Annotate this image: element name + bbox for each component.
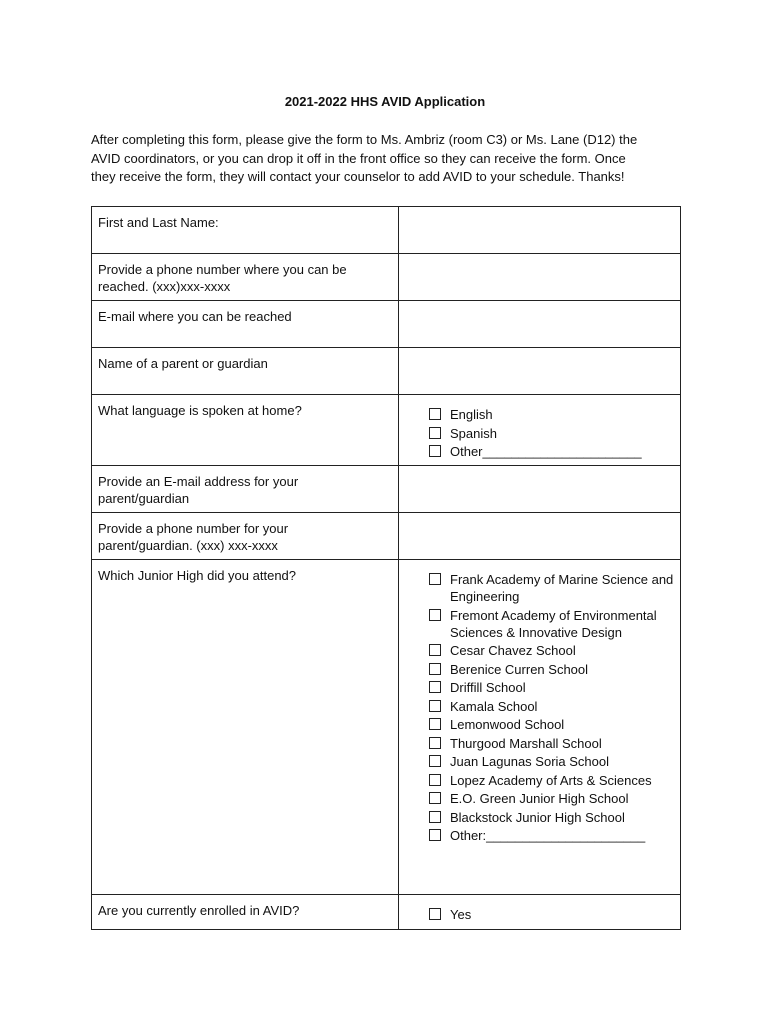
checkbox[interactable] bbox=[429, 573, 441, 585]
option-label: Yes bbox=[450, 907, 472, 922]
intro-line: they receive the form, they will contact your counselor to add AVID to your schedule. Thanks! bbox=[91, 169, 625, 184]
junior-high-option[interactable] bbox=[429, 716, 680, 733]
intro-line: After completing this form, please give the form to Ms. Ambriz (room C3) or Ms. Lane (D12) the bbox=[91, 132, 638, 147]
row-parent bbox=[92, 348, 681, 395]
option-label: Blackstock Junior High School bbox=[450, 809, 625, 825]
row-phone bbox=[92, 254, 681, 301]
field-name[interactable] bbox=[399, 207, 681, 254]
language-options bbox=[399, 395, 681, 466]
row-email bbox=[92, 301, 681, 348]
label-phone-line: Provide a phone number where you can be bbox=[98, 262, 347, 277]
label-phone bbox=[92, 254, 399, 301]
checkbox[interactable] bbox=[429, 408, 441, 420]
junior-high-option[interactable] bbox=[429, 642, 680, 659]
option-label: Kamala School bbox=[450, 698, 538, 714]
option-label: E.O. Green Junior High School bbox=[450, 791, 629, 806]
row-language bbox=[92, 395, 681, 466]
option-label: Fremont Academy of Environmental Sciences & Innovative Design bbox=[450, 607, 657, 640]
option-label: Berenice Curren School bbox=[450, 661, 589, 677]
checkbox[interactable] bbox=[429, 700, 441, 712]
row-parent-email bbox=[92, 466, 681, 513]
language-option[interactable] bbox=[429, 406, 680, 423]
junior-high-option[interactable] bbox=[429, 772, 680, 789]
checkbox[interactable] bbox=[429, 908, 441, 920]
junior-high-option[interactable] bbox=[429, 698, 680, 715]
language-option-list bbox=[429, 406, 680, 460]
label-junior-high: Which Junior High did you attend? bbox=[92, 560, 399, 895]
option-label: Lemonwood School bbox=[450, 717, 565, 732]
checkbox[interactable] bbox=[429, 829, 441, 841]
label-email: E-mail where you can be reached bbox=[92, 301, 399, 348]
row-enrolled bbox=[92, 895, 681, 930]
row-parent-phone bbox=[92, 513, 681, 560]
checkbox[interactable] bbox=[429, 681, 441, 693]
label-parent: Name of a parent or guardian bbox=[92, 348, 399, 395]
checkbox[interactable] bbox=[429, 792, 441, 804]
row-name bbox=[92, 207, 681, 254]
label-enrolled: Are you currently enrolled in AVID? bbox=[92, 895, 399, 930]
option-label: Other______________________ bbox=[450, 444, 642, 459]
intro-paragraph bbox=[91, 131, 683, 187]
checkbox[interactable] bbox=[429, 755, 441, 767]
junior-high-option[interactable] bbox=[429, 607, 680, 641]
field-email[interactable] bbox=[399, 301, 681, 348]
language-option[interactable] bbox=[429, 425, 680, 442]
option-label: Spanish bbox=[450, 425, 497, 441]
checkbox[interactable] bbox=[429, 718, 441, 730]
label-parent-email-line: Provide an E-mail address for your bbox=[98, 474, 299, 489]
junior-high-option[interactable] bbox=[429, 735, 680, 752]
label-parent-phone-line: parent/guardian. (xxx) xxx-xxxx bbox=[98, 538, 278, 553]
checkbox[interactable] bbox=[429, 609, 441, 621]
junior-high-option[interactable] bbox=[429, 679, 680, 696]
checkbox[interactable] bbox=[429, 811, 441, 823]
checkbox[interactable] bbox=[429, 663, 441, 675]
label-language: What language is spoken at home? bbox=[92, 395, 399, 466]
checkbox[interactable] bbox=[429, 644, 441, 656]
option-label: Other:______________________ bbox=[450, 828, 646, 843]
option-label: Juan Lagunas Soria School bbox=[450, 754, 610, 769]
application-form-table bbox=[91, 206, 681, 930]
label-parent-phone-line: Provide a phone number for your bbox=[98, 521, 289, 536]
junior-high-option-list bbox=[429, 571, 680, 844]
field-parent-email[interactable] bbox=[399, 466, 681, 513]
row-junior-high bbox=[92, 560, 681, 895]
checkbox[interactable] bbox=[429, 737, 441, 749]
page-title: 2021-2022 HHS AVID Application bbox=[284, 94, 486, 109]
junior-high-option[interactable] bbox=[429, 753, 680, 770]
junior-high-option[interactable] bbox=[429, 809, 680, 826]
checkbox[interactable] bbox=[429, 445, 441, 457]
label-name: First and Last Name: bbox=[92, 207, 399, 254]
option-label: Driffill School bbox=[450, 680, 526, 695]
field-phone[interactable] bbox=[399, 254, 681, 301]
option-label: Frank Academy of Marine Science and Engineering bbox=[450, 572, 674, 604]
label-parent-phone bbox=[92, 513, 399, 560]
enrolled-options bbox=[399, 895, 681, 930]
option-label: Thurgood Marshall School bbox=[450, 735, 602, 751]
checkbox[interactable] bbox=[429, 427, 441, 439]
language-option[interactable] bbox=[429, 443, 680, 460]
junior-high-option[interactable] bbox=[429, 827, 680, 844]
junior-high-option[interactable] bbox=[429, 790, 680, 807]
label-phone-line: reached. (xxx)xxx-xxxx bbox=[98, 279, 231, 294]
option-label: Cesar Chavez School bbox=[450, 643, 576, 658]
enrolled-option[interactable] bbox=[429, 906, 680, 923]
intro-line: AVID coordinators, or you can drop it off in the front office so they can receive the form. Once bbox=[91, 150, 626, 166]
field-parent-phone[interactable] bbox=[399, 513, 681, 560]
option-label: English bbox=[450, 407, 493, 422]
checkbox[interactable] bbox=[429, 774, 441, 786]
field-parent[interactable] bbox=[399, 348, 681, 395]
junior-high-options bbox=[399, 560, 681, 895]
option-label: Lopez Academy of Arts & Sciences bbox=[450, 772, 652, 788]
junior-high-option[interactable] bbox=[429, 661, 680, 678]
label-parent-email bbox=[92, 466, 399, 513]
enrolled-option-list bbox=[429, 906, 680, 923]
junior-high-option[interactable] bbox=[429, 571, 680, 605]
label-parent-email-line: parent/guardian bbox=[98, 491, 190, 506]
